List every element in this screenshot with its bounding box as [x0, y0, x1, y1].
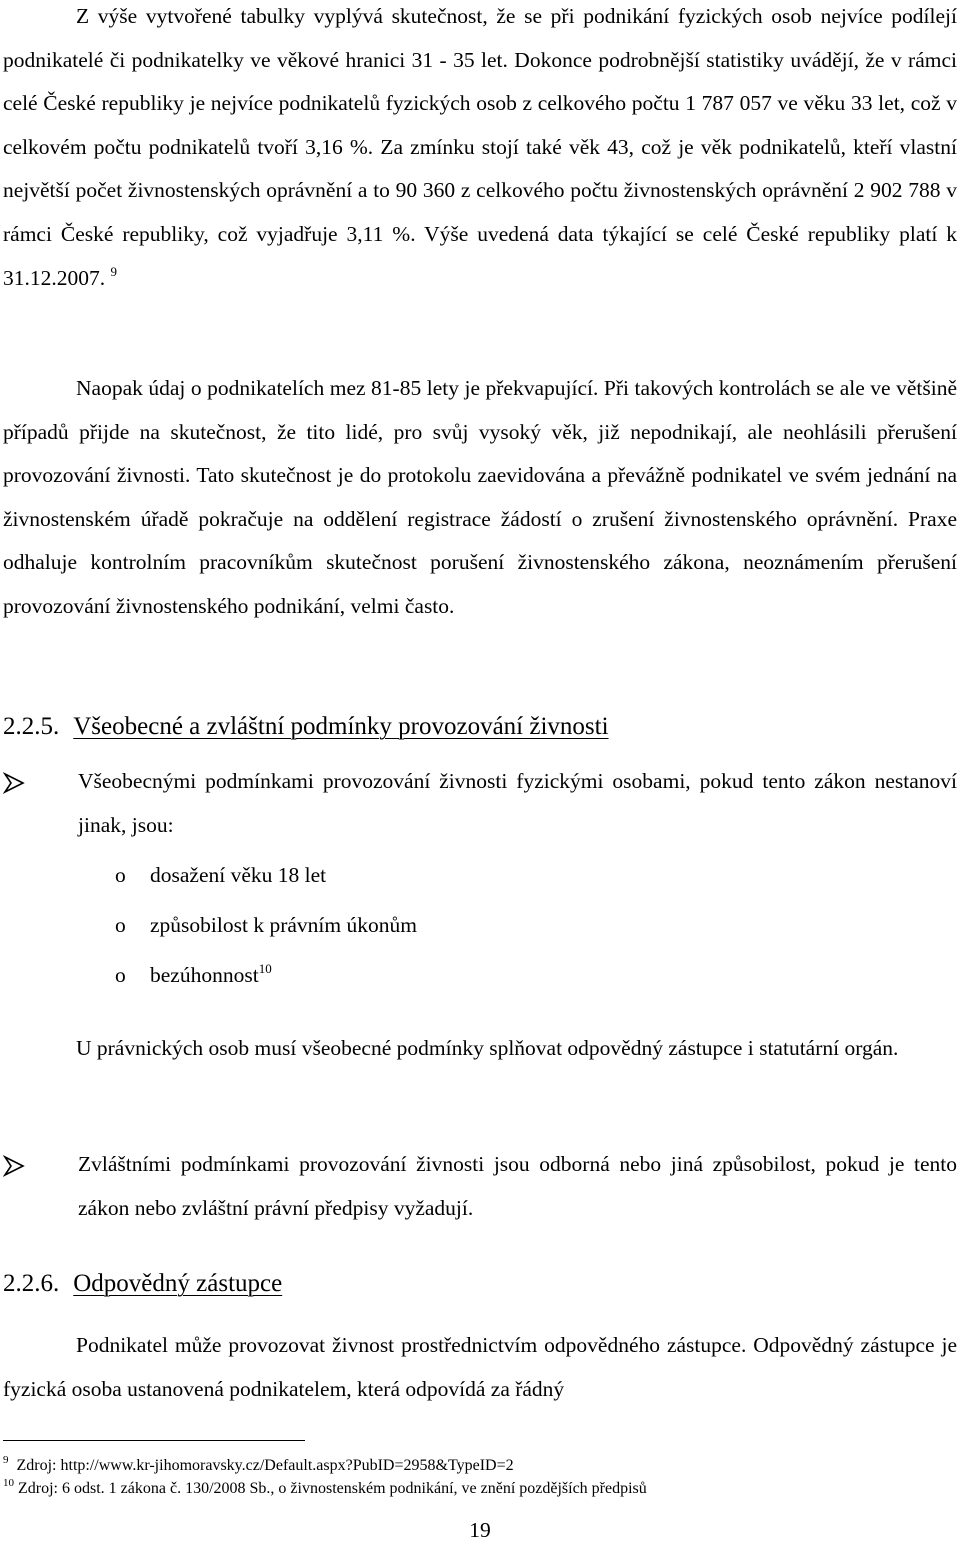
list-item	[115, 860, 326, 890]
paragraph-text: Z výše vytvořené tabulky vyplývá skutečnost, že se při podnikání fyzických osob nejvíce podílejí podnikatelé či podnikatelky ve věkové hranici 31 - 35 let. Dokonce podrobnější statistiky uvádějí, že v rámci celé České republiky je nejvíce podnikatelů fyzických osob z celkového počtu 1 787 057 ve věku 33 let, což v celkovém počtu podnikatelů tvoří 3,16 %. Za zmínku stojí také věk 43, což je věk podnikatelů, kteří vlastní největší počet živnostenských oprávnění a to 90 360 z celkového počtu živnostenských oprávnění 2 902 788 v rámci České republiky, což vyjadřuje 3,11 %. Výše uvedená data týkající se celé České republiky platí k 31.12.2007.	[3, 4, 957, 290]
section-title: Odpovědný zástupce	[73, 1270, 283, 1297]
footnote-text-bold: Zdroj: 6 odst. 1 zákona č. 130/2008 Sb.	[18, 1480, 271, 1497]
paragraph-old-entrepreneurs: Naopak údaj o podnikatelích mez 81-85 lety je překvapující. Při takových kontrolách se ale ve většině případů přijde na skutečnost, že tito lidé, pro svůj vysoký věk, již nepodnikají, ale neohlásili přerušení provozování živnosti. Tato skutečnost je do protokolu zaevidována a převážně podnikatel ve svém jednání na živnostenském úřadě pokračuje na oddělení registrace žádostí o zrušení živnostenského oprávnění. Praxe odhaluje kontrolním pracovníkům skutečnost porušení živnostenského zákona, neoznámením přerušení provozování živnostenského podnikání, velmi často.	[3, 376, 957, 618]
bullet-text: Všeobecnými podmínkami provozování živnosti fyzickými osobami, pokud tento zákon nestanoví jinak, jsou:	[78, 769, 957, 837]
footnote-9	[3, 1455, 514, 1477]
list-item-text: dosažení věku 18 let	[150, 863, 327, 887]
footnote-number: 10	[3, 1477, 14, 1489]
section-number: 2.2.6.	[3, 1270, 60, 1297]
footnote-text: Zdroj: http://www.kr-jihomoravsky.cz/Default.aspx?PubID=2958&TypeID=2	[16, 1457, 514, 1474]
bullet-text: Zvláštními podmínkami provozování živnosti jsou odborná nebo jiná způsobilost, pokud je tento zákon nebo zvláštní právní předpisy vyžadují.	[78, 1152, 957, 1220]
list-item-text: způsobilost k právním úkonům	[150, 913, 417, 937]
list-item-text: bezúhonnost	[150, 963, 259, 987]
paragraph-legal-persons: U právnických osob musí všeobecné podmínky splňovat odpovědný zástupce i statutární orgán.	[76, 1036, 899, 1060]
footnote-text: , o živnostenském podnikání, ve znění pozdějších předpisů	[270, 1480, 647, 1497]
list-item	[115, 960, 272, 990]
page-number: 19	[469, 1518, 491, 1542]
list-marker: o	[115, 863, 126, 887]
footnote-10	[3, 1478, 647, 1500]
section-heading-2-2-5	[3, 712, 609, 742]
list-marker: o	[115, 913, 126, 937]
list-item	[115, 910, 417, 940]
list-marker: o	[115, 963, 126, 987]
paragraph-age-statistics	[3, 0, 957, 300]
section-number: 2.2.5.	[3, 713, 60, 740]
footnote-ref-10[interactable]: 10	[258, 961, 272, 976]
paragraph-responsible-representative: Podnikatel může provozovat živnost prostřednictvím odpovědného zástupce. Odpovědný zástupce je fyzická osoba ustanovená podnikatelem, která odpovídá za řádný	[3, 1333, 957, 1401]
footnote-ref-9[interactable]: 9	[110, 263, 117, 279]
section-heading-2-2-6	[3, 1269, 282, 1299]
arrow-bullet-icon	[3, 1155, 25, 1177]
section-title: Všeobecné a zvláštní podmínky provozování živnosti	[73, 713, 609, 740]
footnote-divider	[3, 1440, 305, 1441]
footnote-number: 9	[3, 1454, 9, 1466]
arrow-bullet-icon	[3, 772, 25, 794]
